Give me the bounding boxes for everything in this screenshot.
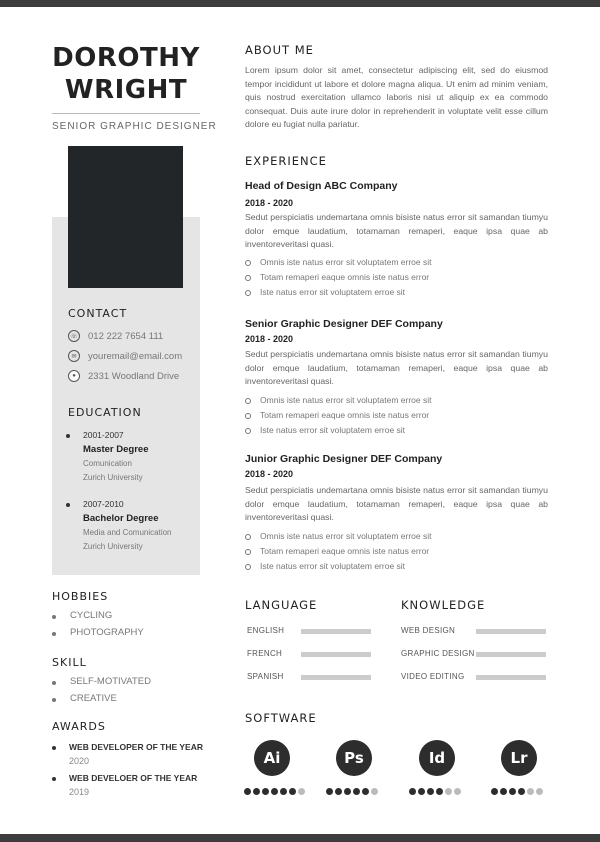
knowledge-row bbox=[401, 626, 547, 638]
hobby-text: PHOTOGRAPHY bbox=[70, 627, 144, 638]
rating-dot-filled bbox=[271, 788, 278, 795]
rating-dot-filled bbox=[326, 788, 333, 795]
bullet-text: Totam remaperi eaque omnis iste natus error bbox=[260, 546, 430, 556]
contact-address bbox=[68, 368, 179, 384]
bullet-ring bbox=[245, 564, 251, 570]
bullet-dot bbox=[52, 615, 56, 619]
level-track bbox=[476, 675, 546, 680]
bottom-border bbox=[0, 834, 600, 842]
level-track bbox=[301, 675, 371, 680]
award-title: WEB DEVELOPER OF THE YEAR bbox=[69, 742, 203, 752]
bullet-text: Omnis iste natus error sit voluptatem erroe sit bbox=[260, 395, 432, 405]
bullet-ring bbox=[245, 260, 251, 266]
language-row bbox=[247, 626, 372, 638]
bullet-text: Omnis iste natus error sit voluptatem erroe sit bbox=[260, 257, 432, 267]
rating-dot-filled bbox=[344, 788, 351, 795]
address-text: 2331 Woodland Drive bbox=[88, 370, 180, 382]
skill-text: SELF-MOTIVATED bbox=[70, 676, 151, 687]
skill-heading: SKILL bbox=[52, 656, 87, 669]
rating-dot-filled bbox=[289, 788, 296, 795]
indesign-icon: Id bbox=[419, 740, 455, 776]
top-border bbox=[0, 0, 600, 7]
rating-dot-empty bbox=[298, 788, 305, 795]
education-degree: Master Degree bbox=[83, 444, 149, 455]
illustrator-icon: Ai bbox=[254, 740, 290, 776]
rating-dot-filled bbox=[362, 788, 369, 795]
bullet-text: Iste natus error sit voluptatem erroe sit bbox=[260, 287, 406, 297]
knowledge-label: WEB DESIGN bbox=[401, 626, 456, 635]
bullet-text: Omnis iste natus error sit voluptatem erroe sit bbox=[260, 531, 432, 541]
bullet-text: Iste natus error sit voluptatem erroe sit bbox=[260, 561, 406, 571]
bullet-text: Iste natus error sit voluptatem erroe sit bbox=[260, 425, 406, 435]
location-icon: ● bbox=[68, 370, 80, 382]
first-name: DOROTHY bbox=[52, 43, 200, 73]
email-icon: ✉ bbox=[68, 350, 80, 362]
bullet-ring bbox=[245, 413, 251, 419]
contact-email bbox=[68, 348, 182, 364]
about-heading: ABOUT ME bbox=[245, 43, 314, 57]
level-track bbox=[301, 629, 371, 634]
knowledge-row bbox=[401, 649, 547, 661]
rating-dots bbox=[326, 788, 378, 795]
education-school: Zurich University bbox=[83, 473, 143, 482]
rating-dot-filled bbox=[418, 788, 425, 795]
education-years: 2007-2010 bbox=[83, 499, 124, 509]
award-year: 2019 bbox=[69, 787, 90, 797]
job-title: SENIOR GRAPHIC DESIGNER bbox=[52, 121, 217, 132]
rating-dot-filled bbox=[500, 788, 507, 795]
hobby-text: CYCLING bbox=[70, 610, 113, 621]
bullet-ring bbox=[245, 428, 251, 434]
rating-dot-filled bbox=[262, 788, 269, 795]
hobbies-heading: HOBBIES bbox=[52, 590, 109, 603]
language-row bbox=[247, 672, 372, 684]
photoshop-icon: Ps bbox=[336, 740, 372, 776]
rating-dot-filled bbox=[427, 788, 434, 795]
award-title: WEB DEVELOER OF THE YEAR bbox=[69, 773, 198, 783]
bullet-ring bbox=[245, 398, 251, 404]
bullet-dot bbox=[66, 434, 70, 438]
bullet-dot bbox=[52, 746, 56, 750]
lightroom-icon: Lr bbox=[501, 740, 537, 776]
rating-dot-empty bbox=[527, 788, 534, 795]
bullet-dot bbox=[52, 681, 56, 685]
education-school: Zurich University bbox=[83, 542, 143, 551]
education-field: Media and Comunication bbox=[83, 528, 172, 537]
rating-dot-filled bbox=[353, 788, 360, 795]
rating-dot-empty bbox=[454, 788, 461, 795]
awards-heading: AWARDS bbox=[52, 720, 106, 733]
bullet-dot bbox=[66, 503, 70, 507]
rating-dot-filled bbox=[509, 788, 516, 795]
job-title-3: Junior Graphic Designer DEF Company bbox=[245, 453, 443, 465]
rating-dot-filled bbox=[335, 788, 342, 795]
rating-dot-filled bbox=[409, 788, 416, 795]
rating-dot-empty bbox=[445, 788, 452, 795]
education-field: Comunication bbox=[83, 459, 132, 468]
job-desc-1: Sedut perspiciatis undemartana omnis bisiste natus error sit samandan tiumyu dolor emque laudatium, totamaman remaperi, eaque ipsa quae ab inventoreveritasi quasi. bbox=[245, 212, 548, 250]
knowledge-label: VIDEO EDITING bbox=[401, 672, 465, 681]
phone-icon: ☏ bbox=[68, 330, 80, 342]
last-name: WRIGHT bbox=[64, 75, 188, 105]
bullet-ring bbox=[245, 275, 251, 281]
email-text: youremail@email.com bbox=[88, 350, 183, 362]
language-label: FRENCH bbox=[247, 649, 283, 658]
knowledge-row bbox=[401, 672, 547, 684]
rating-dot-empty bbox=[536, 788, 543, 795]
bullet-dot bbox=[52, 777, 56, 781]
bullet-text: Totam remaperi eaque omnis iste natus error bbox=[260, 272, 430, 282]
level-track bbox=[301, 652, 371, 657]
job-title-1: Head of Design ABC Company bbox=[245, 180, 398, 192]
rating-dot-filled bbox=[244, 788, 251, 795]
education-years: 2001-2007 bbox=[83, 430, 124, 440]
bullet-dot bbox=[52, 698, 56, 702]
about-text: Lorem ipsum dolor sit amet, consectetur adipiscing elit, sed do eiusmod tempor incididunt ut labore et dolore magna aliqua. Ut enim ad minim veniam, quis nostrud exercitation ullamco laboris nisi ut aliquip ex ea commodo consequat. Duis aute irure dolor in reprehenderit in voluptate velit esse cillum dolore eu fugiat nulla pariatur. bbox=[245, 65, 548, 130]
rating-dots bbox=[409, 788, 461, 795]
language-row bbox=[247, 649, 372, 661]
skill-text: CREATIVE bbox=[70, 693, 117, 704]
contact-heading: CONTACT bbox=[68, 307, 128, 320]
rating-dot-empty bbox=[371, 788, 378, 795]
name-divider bbox=[52, 113, 200, 114]
knowledge-heading: KNOWLEDGE bbox=[401, 598, 486, 612]
rating-dots bbox=[244, 788, 305, 795]
job-desc-2: Sedut perspiciatis undemartana omnis bisiste natus error sit samandan tiumyu dolor emque laudatium, totamaman remaperi, eaque ipsa quae ab inventoreveritasi quasi. bbox=[245, 349, 548, 387]
level-track bbox=[476, 652, 546, 657]
job-desc-3: Sedut perspiciatis undemartana omnis bisiste natus error sit samandan tiumyu dolor emque laudatium, totamaman remaperi, eaque ipsa quae ab inventoreveritasi quasi. bbox=[245, 485, 548, 523]
education-degree: Bachelor Degree bbox=[83, 513, 159, 524]
bullet-ring bbox=[245, 290, 251, 296]
bullet-text: Totam remaperi eaque omnis iste natus error bbox=[260, 410, 430, 420]
profile-photo bbox=[68, 146, 183, 288]
job-title-2: Senior Graphic Designer DEF Company bbox=[245, 318, 443, 330]
rating-dot-filled bbox=[253, 788, 260, 795]
contact-phone bbox=[68, 328, 163, 344]
bullet-ring bbox=[245, 549, 251, 555]
language-heading: LANGUAGE bbox=[245, 598, 318, 612]
award-year: 2020 bbox=[69, 756, 90, 766]
job-dates-1: 2018 - 2020 bbox=[245, 198, 294, 208]
rating-dots bbox=[491, 788, 543, 795]
job-dates-3: 2018 - 2020 bbox=[245, 469, 294, 479]
phone-text: 012 222 7654 111 bbox=[88, 330, 164, 342]
rating-dot-filled bbox=[518, 788, 525, 795]
rating-dot-filled bbox=[436, 788, 443, 795]
bullet-ring bbox=[245, 534, 251, 540]
knowledge-label: GRAPHIC DESIGN bbox=[401, 649, 475, 658]
job-dates-2: 2018 - 2020 bbox=[245, 334, 294, 344]
person-name bbox=[52, 42, 200, 106]
experience-heading: EXPERIENCE bbox=[245, 154, 327, 168]
language-label: ENGLISH bbox=[247, 626, 285, 635]
software-heading: SOFTWARE bbox=[245, 711, 317, 725]
rating-dot-filled bbox=[280, 788, 287, 795]
level-track bbox=[476, 629, 546, 634]
rating-dot-filled bbox=[491, 788, 498, 795]
bullet-dot bbox=[52, 632, 56, 636]
language-label: SPANISH bbox=[247, 672, 284, 681]
education-heading: EDUCATION bbox=[68, 406, 142, 419]
